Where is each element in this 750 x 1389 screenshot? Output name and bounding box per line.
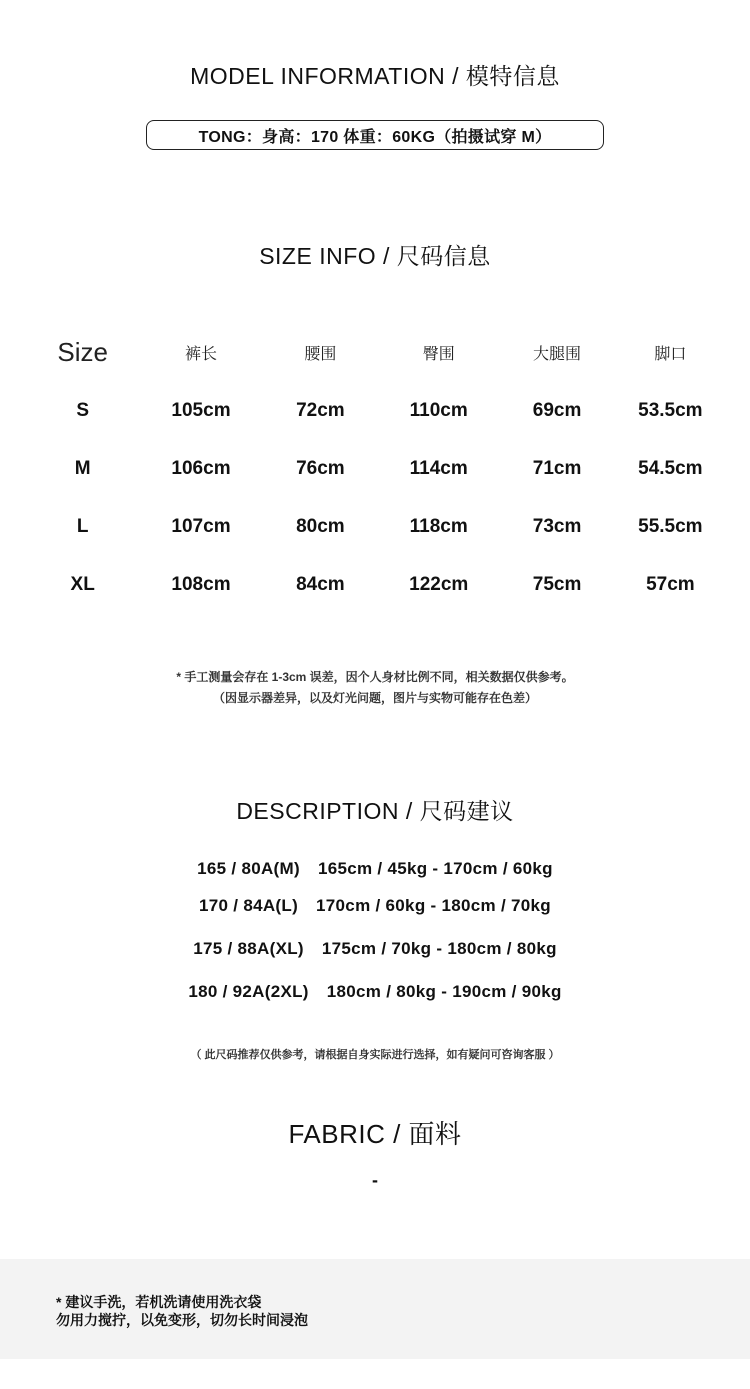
size-table-header-row <box>24 322 724 382</box>
description-size: 175 / 88A(XL) <box>193 939 304 958</box>
cell-pants-length: 108cm <box>171 574 231 595</box>
cell-hip: 114cm <box>409 458 468 479</box>
description-title: DESCRIPTION / 尺码建议 <box>236 798 514 824</box>
header-hip: 臀围 <box>422 345 455 363</box>
description-range: 165cm / 45kg - 170cm / 60kg <box>317 859 553 878</box>
header-pants-length: 裤长 <box>185 345 218 363</box>
color-note: （因显示器差异，以及灯光问题，图片与实物可能存在色差） <box>212 691 537 705</box>
table-row <box>24 440 724 498</box>
description-size: 165 / 80A(M) <box>197 859 300 878</box>
cell-waist: 84cm <box>296 574 345 595</box>
description-size: 180 / 92A(2XL) <box>188 982 309 1001</box>
cell-waist: 80cm <box>296 516 345 537</box>
size-table <box>24 322 724 614</box>
cell-size: M <box>74 458 91 479</box>
table-row <box>24 498 724 556</box>
cell-size: XL <box>70 574 95 595</box>
cell-thigh: 71cm <box>532 458 582 479</box>
cell-thigh: 73cm <box>532 516 582 537</box>
header-leg-opening: 脚口 <box>654 345 687 363</box>
table-row <box>24 556 724 614</box>
cell-waist: 76cm <box>296 458 345 479</box>
cell-leg-opening: 54.5cm <box>638 458 703 479</box>
cell-size: L <box>76 516 89 537</box>
description-range: 175cm / 70kg - 180cm / 80kg <box>321 939 557 958</box>
description-range: 170cm / 60kg - 180cm / 70kg <box>316 896 551 915</box>
fabric-value: - <box>372 1170 378 1190</box>
description-range: 180cm / 80kg - 190cm / 90kg <box>326 982 562 1001</box>
description-row <box>0 982 750 1002</box>
cell-hip: 122cm <box>409 574 469 595</box>
cell-hip: 118cm <box>409 516 468 537</box>
table-row <box>24 382 724 440</box>
model-section-title: MODEL INFORMATION / 模特信息 <box>190 63 560 89</box>
cell-pants-length: 106cm <box>171 458 231 479</box>
care-line-1: * 建议手洗，若机洗请使用洗衣袋 <box>56 1294 262 1310</box>
description-size: 170 / 84A(L) <box>199 896 299 915</box>
cell-thigh: 75cm <box>532 574 582 595</box>
care-instructions-panel <box>0 1259 750 1359</box>
description-row <box>0 896 750 916</box>
cell-pants-length: 105cm <box>171 400 231 421</box>
cell-leg-opening: 53.5cm <box>638 400 703 421</box>
cell-leg-opening: 55.5cm <box>638 516 703 537</box>
cell-size: S <box>76 400 89 421</box>
cell-waist: 72cm <box>296 400 345 421</box>
header-waist: 腰围 <box>304 345 337 363</box>
cell-pants-length: 107cm <box>171 516 231 537</box>
measurement-note: * 手工测量会存在 1-3cm 误差，因个人身材比例不同，相关数据仅供参考。 <box>176 670 574 684</box>
fabric-title: FABRIC / 面料 <box>288 1119 462 1149</box>
header-size: Size <box>57 336 108 367</box>
cell-hip: 110cm <box>409 400 468 421</box>
description-row <box>0 859 750 879</box>
size-recommendation-note: （ 此尺码推荐仅供参考，请根据自身实际进行选择，如有疑问可咨询客服 ） <box>190 1049 560 1061</box>
size-info-title: SIZE INFO / 尺码信息 <box>259 243 491 269</box>
cell-thigh: 69cm <box>532 400 582 421</box>
care-line-2: 勿用力搅拧，以免变形，切勿长时间浸泡 <box>56 1312 308 1328</box>
model-info-box <box>146 120 604 150</box>
cell-leg-opening: 57cm <box>646 574 695 595</box>
model-info-text: TONG：身高：170 体重：60KG（拍摄试穿 M） <box>198 128 552 146</box>
header-thigh: 大腿围 <box>533 345 582 363</box>
description-row <box>0 939 750 959</box>
